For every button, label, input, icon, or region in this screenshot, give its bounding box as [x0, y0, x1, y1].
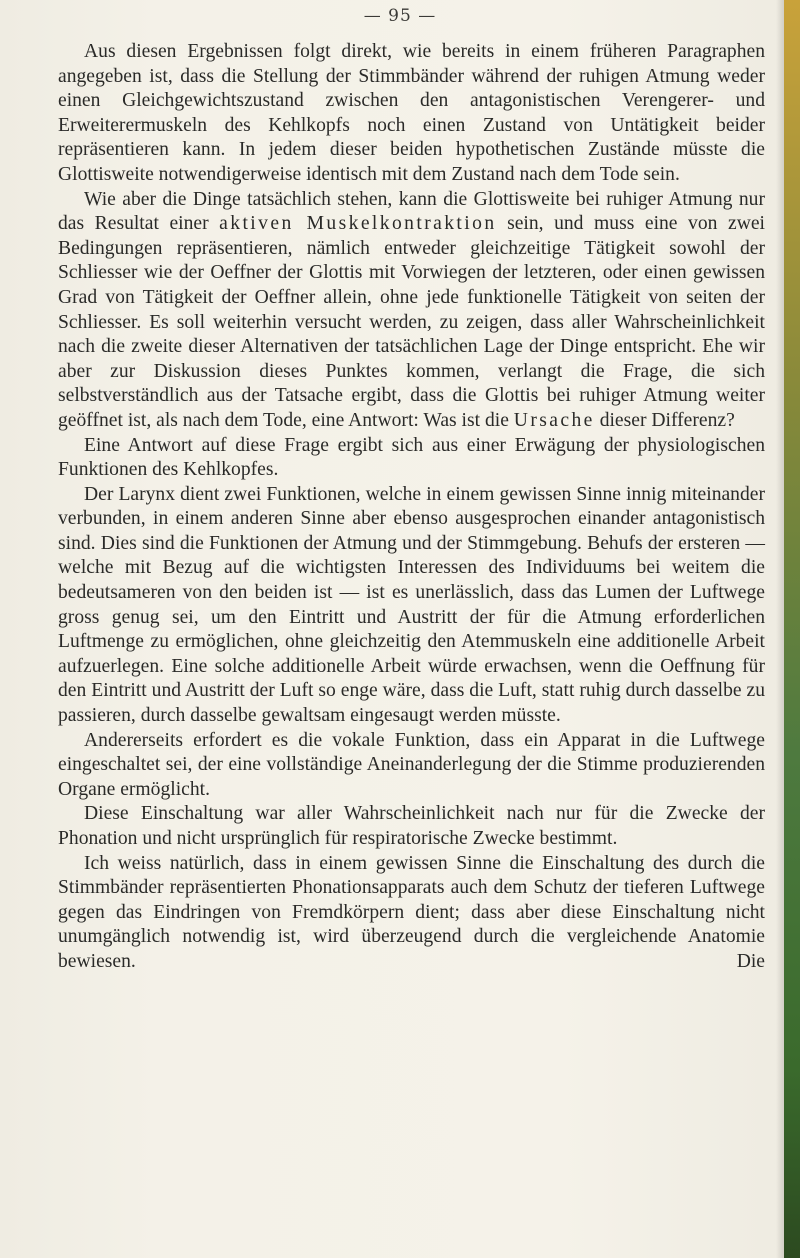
paragraph [58, 483, 765, 729]
emphasized-text: aktiven Muskelkontraktion [219, 213, 497, 235]
paragraph [58, 188, 765, 434]
page-edge-shadow [776, 0, 784, 1258]
text-run: Andererseits erfordert es die vokale Funktion, dass ein Apparat in die Luftwege eingeschaltet sei, der eine vollständige Aneinanderlegung der die Stimme produzierenden Organe ermöglicht. [58, 729, 765, 800]
paragraph [58, 40, 765, 188]
text-run: Aus diesen Ergebnissen folgt direkt, wie bereits in einem früheren Paragraphen angegeben ist, dass die Stellung der Stimmbänder während der ruhigen Atmung weder einen Gleichgewichtszustand zwischen den antagonistischen Verengerer- und Erweiterermuskeln des Kehlkopfs noch einen Zustand von Untätigkeit beider repräsentieren kann. In jedem dieser beiden hypothetischen Zustände müsste die Glottisweite notwendigerweise identisch mit dem Zustand nach dem Tode sein. [58, 41, 765, 185]
body-text [58, 40, 765, 975]
paragraph [58, 852, 765, 975]
text-run: Ich weiss natürlich, dass in einem gewissen Sinne die Einschaltung des durch die Stimmbänder repräsentierten Phonationsapparats auch dem Schutz der tieferen Luftwege gegen das Eindringen von Fremdkörpern dient; dass aber diese Einschaltung nicht unumgänglich notwendig ist, wird überzeugend durch die vergleichende Anatomie bewiesen. Die [58, 852, 765, 972]
text-run: sein, und muss eine von zwei Bedingungen repräsentieren, nämlich entweder gleichzeitige Tätigkeit sowohl der Schliesser wie der Oeffner der Glottis mit Vorwiegen der letzteren, oder einen gewissen Grad von Tätigkeit der Oeffner allein, ohne jede funktionelle Tätigkeit von seiten der Schliesser. Es soll weiterhin versucht werden, zu zeigen, dass aller Wahrscheinlichkeit nach die zweite dieser Alternativen der tatsächlichen Lage der Dinge entspricht. Ehe wir aber zur Diskussion dieses Punktes kommen, verlangt die Frage, die sich selbstverständlich aus der Tatsache ergibt, dass die Glottis bei ruhiger Atmung weiter geöffnet ist, als nach dem Tode, eine Antwort: Was ist die [58, 213, 765, 431]
text-run: Diese Einschaltung war aller Wahrscheinlichkeit nach nur für die Zwecke der Phonation und nicht ursprünglich für respiratorische Zwecke bestimmt. [58, 803, 765, 849]
paragraph [58, 802, 765, 851]
text-run: Wie aber die Dinge tatsächlich stehen, kann die Glottisweite bei ruhiger Atmung nur das Resultat einer [58, 188, 765, 235]
paragraph [58, 434, 765, 483]
paragraph [58, 729, 765, 803]
color-calibration-strip [784, 0, 800, 1258]
text-run: dieser Differenz? [594, 409, 735, 431]
page-number: — 95 — [363, 6, 437, 26]
text-run: Eine Antwort auf diese Frage ergibt sich aus einer Erwägung der physiologischen Funktionen des Kehlkopfes. [58, 434, 765, 481]
emphasized-text: Ursache [513, 409, 595, 431]
text-run: Der Larynx dient zwei Funktionen, welche in einem gewissen Sinne innig miteinander verbunden, in einem anderen Sinne aber ebenso ausgesprochen einander antagonistisch sind. Dies sind die Funktionen der Atmung und der Stimmgebung. Behufs der ersteren — welche mit Bezug auf die wichtigsten Interessen des Individuums bei weitem die bedeutsameren von den beiden ist — ist es unerlässlich, dass das Lumen der Luftwege gross genug sei, um den Eintritt und Austritt der für die Atmung erforderlichen Luftmenge zu ermöglichen, ohne gleichzeitig den Atemmuskeln eine additionelle Arbeit aufzuerlegen. Eine solche additionelle Arbeit würde erwachsen, wenn die Oeffnung für den Eintritt und Austritt der Luft so enge wäre, dass die Luft, statt ruhig durch dasselbe zu passieren, durch dasselbe gewaltsam eingesaugt werden müsste. [58, 483, 765, 727]
